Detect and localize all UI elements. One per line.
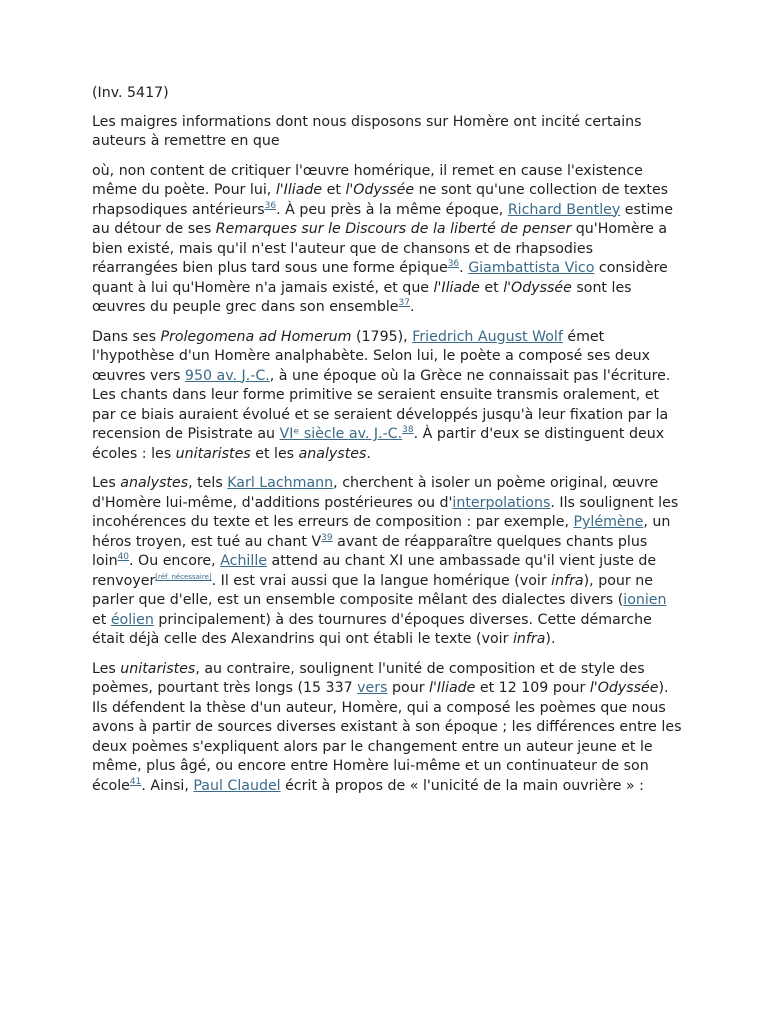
paragraph-wolf: Dans ses Prolegomena ad Homerum (1795), Friedrich August Wolf émet l'hypothèse d'un Homère analphabète. Selon lui, le poète a composé ses deux œuvres vers 950 av. J.-C., à une époque où la Grèce ne connaissait pas l'écriture. Les chants dans leur forme primitive se seraient ensuite transmis oralement, et par ce biais auraient évolué et se seraient développés jusqu'à leur fixation par la recension de Pisistrate au VIᵉ siècle av. J.-C.$^{38}$. À partir d'eux se distinguent deux écoles : les unitaristes et les analystes. — [92, 328, 671, 462]
link-richard-bentley[interactable]: Richard Bentley — [507, 201, 621, 218]
link-vers[interactable]: vers — [357, 680, 388, 696]
paragraph-intro: Les maigres informations dont nous disposons sur Homère ont incité certains auteurs à remettre en que — [92, 113, 642, 149]
link-eolien[interactable]: éolien — [110, 611, 154, 628]
paragraph-unitaristes: Les unitaristes, au contraire, soulignent l'unité de composition et de style des poèmes, pourtant très longs (15 337 vers pour l'Iliade et 12 109 pour l'Odyssée). Ils défendent la thèse d'un auteur, Homère, qui a composé les poèmes que nous avons à partir de sources diverses existant à son époque ; les différences entre les deux poèmes s'expliquent alors par le changement entre un auteur jeune et le même, plus âgé, ou encore entre Homère lui-même et un continuateur de son école$^{41}$. Ainsi, Paul Claudel écrit à propos de « l'unicité de la main ouvrière » : — [92, 660, 682, 794]
citation-needed[interactable]: [réf. nécessaire] — [155, 572, 212, 581]
link-6th-century-bc[interactable]: VIᵉ siècle av. J.-C. — [279, 426, 403, 442]
paragraph-criticism: où, non content de critiquer l'œuvre homérique, il remet en cause l'existence même du poète. Pour lui, l'Iliade et l'Odyssée ne sont qu'une collection de textes rhapsodiques antérieurs$^{36}$. À peu près à la même époque, Richard Bentley estime au détour de ses Remarques sur le Discours de la liberté de penser qu'Homère a bien existé, mais qu'il n'est l'auteur que de chansons et de rhapsodies réarrangées bien plus tard sous une forme épique$^{36}$. Giambattista Vico considère quant à lui qu'Homère n'a jamais existé, et que l'Iliade et l'Odyssée sont les œuvres du peuple grec dans son ensemble$^{37}$. — [92, 162, 673, 315]
title-odyssee: l'Odyssée — [589, 680, 659, 696]
title-iliade: l'Iliade — [429, 680, 476, 696]
article-body — [92, 84, 682, 806]
link-karl-lachmann[interactable]: Karl Lachmann — [227, 475, 334, 491]
footnote-ref-38[interactable]: 38 — [402, 425, 414, 435]
link-friedrich-august-wolf[interactable]: Friedrich August Wolf — [412, 328, 563, 345]
title-odyssee: l'Odyssée — [345, 182, 415, 198]
footnote-ref-40[interactable]: 40 — [117, 552, 130, 562]
title-odyssee: l'Odyssée — [503, 279, 572, 296]
paragraph-analystes: Les analystes, tels Karl Lachmann, cherchent à isoler un poème original, œuvre d'Homère lui-même, d'additions postérieures ou d'interpolations. Ils soulignent les incohérences du texte et les erreurs de composition : par exemple, Pylémène, un héros troyen, est tué au chant V$^{39}$ avant de réapparaître quelques chants plus loin$^{40}$. Ou encore, Achille attend au chant XI une ambassade qu'il vient juste de renvoyer[réf. nécessaire]. Il est vrai aussi que la langue homérique (voir infra), pour ne parler que d'elle, est un ensemble composite mêlant des dialectes divers (ionien et éolien principalement) à des tournures d'époques diverses. Cette démarche était déjà celle des Alexandrins qui ont établi le texte (voir infra). — [92, 475, 679, 647]
footnote-ref-36b[interactable]: 36 — [447, 259, 460, 269]
footnote-ref-39[interactable]: 39 — [321, 532, 333, 543]
title-iliade: l'Iliade — [433, 279, 480, 296]
term-unitaristes: unitaristes — [120, 660, 196, 677]
footnote-ref-37[interactable]: 37 — [398, 298, 410, 308]
link-pylemene[interactable]: Pylémène — [573, 514, 644, 530]
link-giambattista-vico[interactable]: Giambattista Vico — [468, 260, 595, 276]
link-interpolations[interactable]: interpolations — [452, 494, 551, 511]
title-iliade: l'Iliade — [275, 182, 323, 198]
term-infra: infra — [512, 631, 546, 647]
footnote-ref-36[interactable]: 36 — [264, 200, 277, 211]
link-ionien[interactable]: ionien — [623, 592, 667, 608]
term-unitaristes: unitaristes — [175, 445, 251, 462]
link-achille[interactable]: Achille — [220, 553, 267, 569]
footnote-ref-41[interactable]: 41 — [129, 776, 142, 787]
inventory-number: (Inv. 5417) — [92, 85, 169, 101]
link-paul-claudel[interactable]: Paul Claudel — [193, 777, 281, 794]
term-infra: infra — [551, 572, 584, 589]
title-prolegomena: Prolegomena ad Homerum — [160, 328, 352, 345]
link-950-bc[interactable]: 950 av. J.-C. — [184, 367, 270, 384]
term-analystes: analystes — [298, 445, 367, 462]
title-remarques: Remarques sur le Discours de la liberté de penser — [215, 221, 572, 237]
term-analystes: analystes — [120, 475, 189, 491]
